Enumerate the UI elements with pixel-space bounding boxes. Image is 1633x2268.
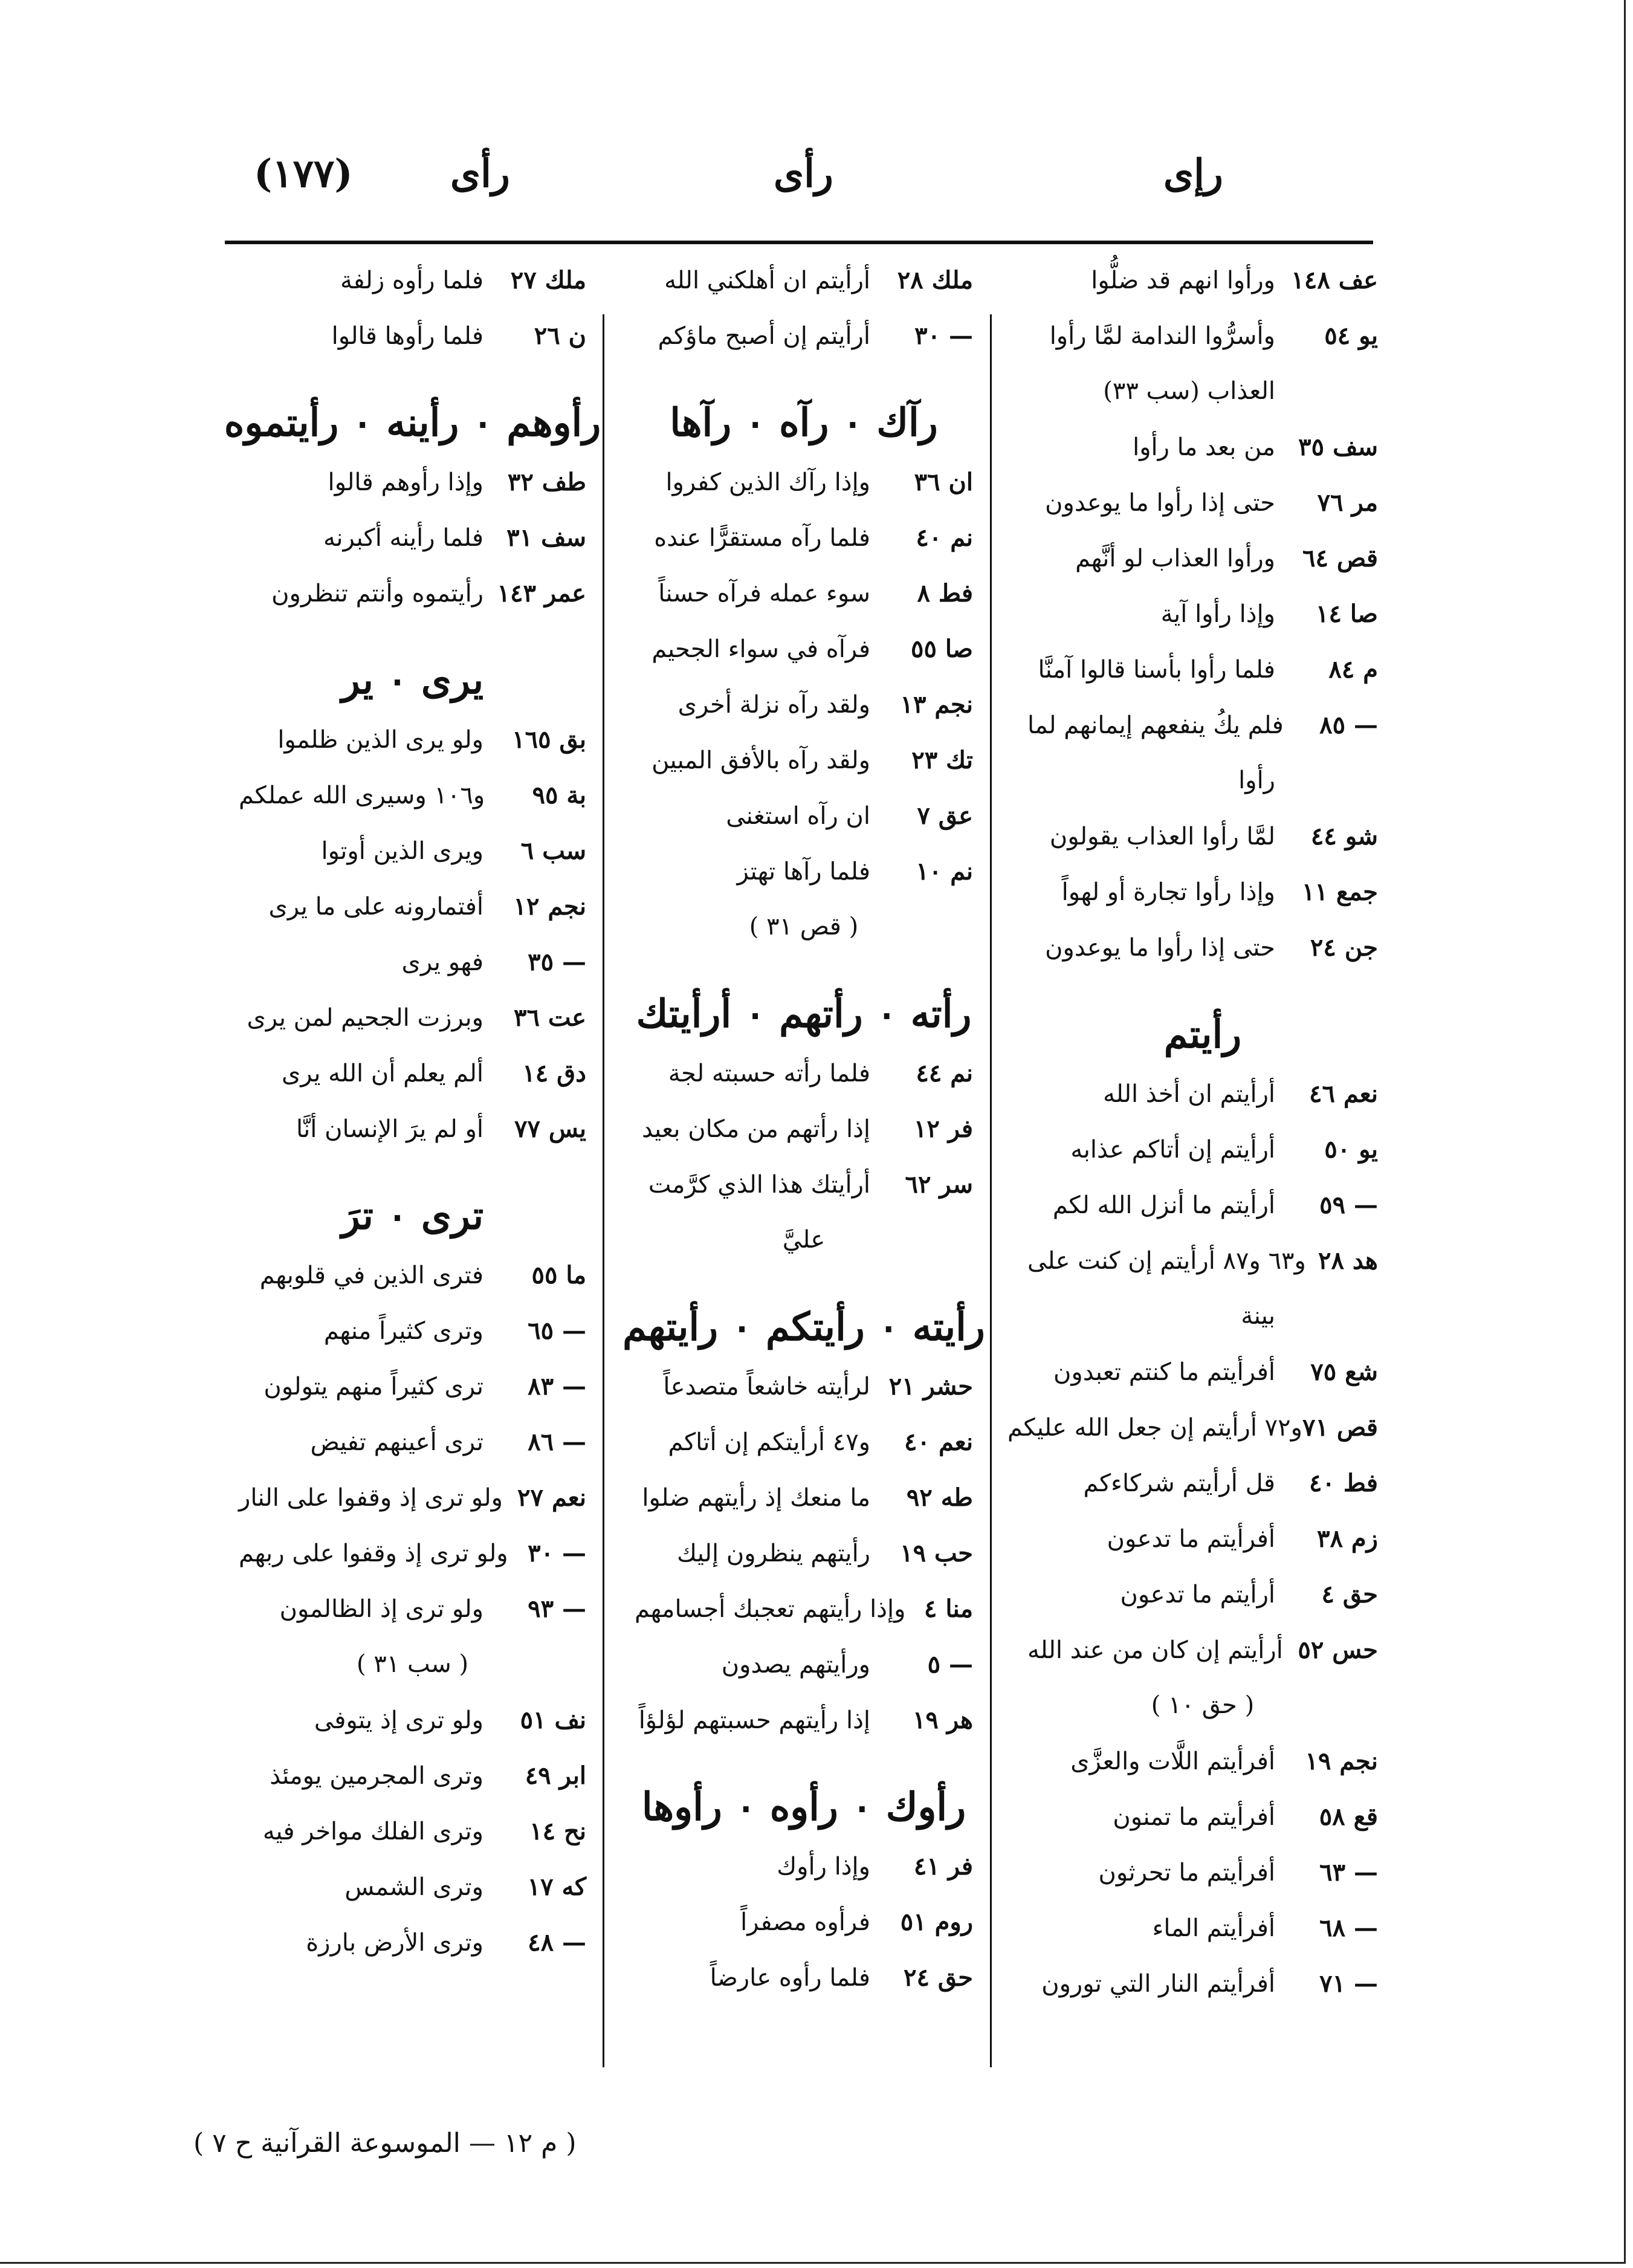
entry-row xyxy=(635,1170,973,1226)
entry-text: وبرزت الجحيم لمن يرى xyxy=(247,1004,483,1032)
entry-text: فلما رأوه زلفة xyxy=(340,267,483,294)
section-heading: ترى ٠ ترَ xyxy=(341,1193,484,1239)
entry-reference: تك ٢٣ xyxy=(911,746,973,774)
entry-reference: مر ٧٦ xyxy=(1317,488,1378,517)
entry-reference: حق ٢٤ xyxy=(904,1963,973,1992)
entry-text: وترى الشمس xyxy=(344,1873,483,1901)
entry-row xyxy=(239,468,586,523)
entry-reference: ن ٢٦ xyxy=(534,322,586,350)
entry-reference: — ٧١ xyxy=(1319,1969,1378,1998)
entry-reference: صا ٥٥ xyxy=(910,635,973,663)
entry-text: ولو ترى إذ يتوفى xyxy=(314,1706,483,1734)
entry-reference: حب ١٩ xyxy=(900,1539,973,1567)
entry-text: وأسرُّوا الندامة لمَّا رأوا xyxy=(1049,322,1275,350)
entry-row xyxy=(239,1372,586,1428)
entry-reference: نجم ١٩ xyxy=(1305,1747,1378,1775)
entry-text: وترى الأرض بارزة xyxy=(306,1929,483,1957)
entry-row xyxy=(1027,1858,1378,1914)
cross-reference: عليَّ xyxy=(782,1226,826,1254)
entry-text: ولو ترى إذ وقفوا على ربهم xyxy=(239,1540,508,1567)
entry-row xyxy=(1027,266,1378,322)
entry-row xyxy=(1027,711,1378,766)
entry-reference: شو ٤٤ xyxy=(1310,822,1378,850)
entry-reference: جمع ١١ xyxy=(1301,878,1378,906)
entry-reference: يو ٥٤ xyxy=(1324,322,1378,350)
entry-text: رأيتموه وأنتم تنظرون xyxy=(271,580,483,608)
entry-row xyxy=(1027,1135,1378,1191)
entry-text: و٧٢ أرأيتم إن جعل الله عليكم xyxy=(1007,1414,1302,1442)
section-heading: رأوهم ٠ رأينه ٠ رأيتموه xyxy=(224,400,601,446)
entry-reference: — ٣٠ xyxy=(914,322,973,350)
entry-row xyxy=(1027,600,1378,655)
entry-reference: — ٣٥ xyxy=(528,948,586,976)
entry-row xyxy=(1027,1914,1378,1969)
entry-row xyxy=(1027,1524,1378,1580)
section-heading: رأيته ٠ رأيتكم ٠ رأيتهم xyxy=(622,1304,985,1350)
entry-text: أفرأيتم النار التي تورون xyxy=(1041,1970,1275,1998)
footer-citation: ( م ١٢ — الموسوعة القرآنية ح ٧ ) xyxy=(193,2128,577,2159)
entry-text: حتى إذا رأوا ما يوعدون xyxy=(1045,934,1275,962)
entry-reference: زم ٣٨ xyxy=(1317,1524,1378,1553)
entry-text: أرأيتم ان أخذ الله xyxy=(1103,1080,1275,1108)
entry-row xyxy=(635,1706,973,1761)
entry-text: ألم يعلم أن الله يرى xyxy=(281,1060,483,1087)
entry-text: ويرى الذين أوتوا xyxy=(321,837,483,865)
entry-reference: يس ٧٧ xyxy=(514,1115,586,1143)
entry-reference: ابر ٤٩ xyxy=(525,1761,586,1790)
entry-row xyxy=(239,1115,586,1170)
entry-text: وإذا رأوك xyxy=(777,1853,870,1881)
entry-reference: — ٥ xyxy=(927,1650,973,1679)
entry-row xyxy=(635,635,973,690)
entry-row xyxy=(1027,933,1378,989)
entry-row xyxy=(1027,1803,1378,1858)
entry-reference: سف ٣٥ xyxy=(1298,433,1378,461)
entry-row xyxy=(239,1261,586,1317)
entry-text: فترى الذين في قلوبهم xyxy=(259,1262,483,1289)
entry-reference: نم ٤٠ xyxy=(916,523,973,552)
entry-text: سوء عمله فرآه حسناً xyxy=(658,580,870,608)
entry-row xyxy=(239,1873,586,1928)
entry-reference: — ٥٩ xyxy=(1319,1191,1378,1219)
entry-reference: — ٨٣ xyxy=(528,1372,586,1401)
entry-row xyxy=(1007,1413,1378,1469)
entry-continuation: رأوا xyxy=(1238,766,1275,794)
entry-text: فلما رأته حسبته لجة xyxy=(668,1060,870,1087)
entry-row xyxy=(635,1595,973,1650)
page-number: (١٧٧) xyxy=(254,151,353,196)
entry-reference: حق ٤ xyxy=(1321,1580,1378,1609)
entry-row xyxy=(239,1059,586,1115)
entry-reference: فر ١٢ xyxy=(913,1115,973,1143)
entry-reference: نعم ٤٠ xyxy=(904,1428,973,1456)
entry-text: أرأيتم ان أهلكني الله xyxy=(664,267,870,294)
entry-text: أرأيتم ما أنزل الله لكم xyxy=(1052,1191,1275,1219)
entry-row xyxy=(239,948,586,1003)
column-divider-left xyxy=(603,314,604,2067)
entry-row xyxy=(1027,433,1378,488)
entry-reference: قص ٧١ xyxy=(1302,1413,1378,1442)
entry-row xyxy=(239,1428,586,1483)
entry-reference: نح ١٤ xyxy=(529,1817,586,1845)
section-heading: رأوك ٠ رأوه ٠ رأوها xyxy=(641,1784,966,1830)
entry-text: أفرأيتم ما تدعون xyxy=(1107,1525,1275,1553)
left-column xyxy=(224,266,601,1984)
entry-row xyxy=(1027,1358,1378,1413)
entry-text: قل أرأيتم شركاءكم xyxy=(1083,1469,1275,1497)
entry-text: لمَّا رأوا العذاب يقولون xyxy=(1049,823,1275,850)
entry-text: و٦٣ و٨٧ أرأيتم إن كنت على xyxy=(1027,1247,1306,1275)
entry-text: ولو يرى الذين ظلموا xyxy=(277,726,483,754)
entry-reference: — ٤٨ xyxy=(528,1928,586,1957)
entry-row xyxy=(1027,488,1378,544)
entry-text: ولو ترى إذ الظالمون xyxy=(279,1595,483,1623)
entry-row xyxy=(635,1428,973,1483)
entry-row xyxy=(635,1852,973,1908)
entry-reference: هد ٢٨ xyxy=(1318,1246,1378,1275)
entry-row xyxy=(239,1539,586,1595)
entry-text: ان رآه استغنى xyxy=(726,802,870,830)
entry-reference: قع ٥٨ xyxy=(1319,1803,1378,1831)
entry-reference: كه ١٧ xyxy=(527,1873,586,1901)
entry-reference: عف ١٤٨ xyxy=(1291,266,1378,294)
entry-text: أفتمارونه على ما يرى xyxy=(268,893,483,921)
entry-reference: سف ٣١ xyxy=(506,523,586,552)
entry-row xyxy=(1027,1747,1378,1803)
entry-row xyxy=(1027,544,1378,600)
entry-reference: — ٦٣ xyxy=(1319,1858,1378,1887)
entry-text: فلما رأوه عارضاً xyxy=(710,1964,870,1992)
entry-row xyxy=(239,1483,586,1539)
entry-row xyxy=(239,322,586,377)
entry-row xyxy=(239,892,586,948)
entry-row xyxy=(635,1115,973,1170)
entry-text: فرآه في سواء الجحيم xyxy=(652,635,870,663)
entry-reference: نعم ٢٧ xyxy=(517,1483,586,1512)
entry-row xyxy=(239,1706,586,1761)
entry-row xyxy=(239,837,586,892)
entry-row xyxy=(239,1595,586,1650)
entry-continuation: بينة xyxy=(1241,1302,1275,1330)
entry-text: حتى إذا رأوا ما يوعدون xyxy=(1045,489,1275,517)
entry-reference: عت ٣٦ xyxy=(513,1003,586,1032)
entry-reference: سر ٦٢ xyxy=(905,1170,973,1199)
header-rule xyxy=(225,241,1373,244)
entry-text: إذا رأتهم من مكان بعيد xyxy=(642,1115,870,1143)
entry-row xyxy=(1027,1969,1378,2025)
entry-text: وإذا رأوا آية xyxy=(1160,600,1275,628)
entry-row xyxy=(1027,1246,1378,1302)
cross-reference: ( سب ٣١ ) xyxy=(356,1650,469,1678)
entry-text: ورأيتهم يصدون xyxy=(721,1651,870,1679)
entry-text: فلم يكُ ينفعهم إيمانهم لما xyxy=(1027,711,1284,739)
entry-row xyxy=(239,579,586,635)
entry-reference: — ٣٠ xyxy=(528,1539,586,1567)
entry-text: وإذا رأيتهم تعجبك أجسامهم xyxy=(635,1595,906,1623)
entry-row xyxy=(1027,1080,1378,1135)
entry-row xyxy=(635,579,973,635)
entry-text: فرأوه مصفراً xyxy=(740,1908,870,1936)
entry-reference: سب ٦ xyxy=(520,837,586,865)
entry-row xyxy=(635,266,973,322)
entry-row xyxy=(635,1650,973,1706)
entry-reference: قص ٦٤ xyxy=(1302,544,1378,572)
entry-reference: — ٦٨ xyxy=(1319,1914,1378,1942)
entry-row xyxy=(635,322,973,377)
entry-row xyxy=(239,1003,586,1059)
entry-reference: هر ١٩ xyxy=(912,1706,973,1734)
entry-row xyxy=(1027,878,1378,933)
entry-text: وترى كثيراً منهم xyxy=(323,1317,483,1345)
entry-text: من بعد ما رأوا xyxy=(1133,433,1275,461)
entry-reference: عمر ١٤٣ xyxy=(497,579,586,608)
entry-reference: نجم ١٢ xyxy=(513,892,586,921)
entry-text: أرأيتم إن أتاكم عذابه xyxy=(1070,1136,1275,1164)
entry-row xyxy=(239,266,586,322)
entry-row xyxy=(635,1963,973,2019)
entry-reference: عق ٧ xyxy=(917,802,973,830)
entry-reference: ان ٣٦ xyxy=(914,468,973,496)
entry-text: أفرأيتم اللَّات والعزَّى xyxy=(1070,1748,1275,1775)
column-divider-right xyxy=(990,314,992,2067)
entry-text: ورأوا العذاب لو أنَّهم xyxy=(1075,545,1275,572)
entry-text: فلما رأوها قالوا xyxy=(331,322,483,350)
entry-reference: — ٨٥ xyxy=(1319,711,1378,739)
entry-text: ولقد رآه نزلة أخرى xyxy=(677,691,870,719)
entry-text: أو لم يرَ الإنسان أنَّا xyxy=(296,1115,483,1143)
entry-reference: نعم ٤٦ xyxy=(1309,1080,1378,1108)
cross-reference: ( حق ١٠ ) xyxy=(1151,1691,1255,1719)
entry-text: وإذا رأوهم قالوا xyxy=(328,468,483,496)
section-heading: رآك ٠ رآه ٠ رآها xyxy=(670,400,938,446)
entry-row xyxy=(239,1761,586,1817)
entry-reference: شع ٧٥ xyxy=(1310,1358,1378,1386)
entry-reference: — ٦٥ xyxy=(528,1317,586,1345)
entry-row xyxy=(1027,655,1378,711)
entry-row xyxy=(239,781,586,837)
entry-text: و٤٧ أرأيتكم إن أتاكم xyxy=(668,1428,870,1456)
entry-text: أرأيتم إن أصبح ماؤكم xyxy=(658,322,870,350)
entry-row xyxy=(635,690,973,746)
entry-row xyxy=(1027,1191,1378,1246)
entry-text: ترى كثيراً منهم يتولون xyxy=(264,1373,483,1401)
entry-reference: ملك ٢٧ xyxy=(510,266,586,294)
entry-text: فلما رأينه أكبرنه xyxy=(323,524,483,552)
entry-text: أرأيتك هذا الذي كرَّمت xyxy=(648,1171,870,1199)
entry-row xyxy=(635,1539,973,1595)
entry-row xyxy=(239,1817,586,1873)
entry-reference: ملك ٢٨ xyxy=(897,266,973,294)
entry-text: إذا رأيتهم حسبتهم لؤلؤاً xyxy=(638,1706,870,1734)
entry-row xyxy=(1027,1580,1378,1636)
entry-reference: حس ٥٢ xyxy=(1298,1636,1378,1664)
entry-reference: روم ٥١ xyxy=(900,1908,973,1936)
entry-row xyxy=(239,1317,586,1372)
entry-reference: بق ١٦٥ xyxy=(512,725,586,754)
entry-text: وإذا رآك الذين كفروا xyxy=(665,468,870,496)
entry-row xyxy=(1027,322,1378,377)
entry-row xyxy=(635,1908,973,1963)
entry-text: ولو ترى إذ وقفوا على النار xyxy=(239,1484,503,1512)
entry-reference: فر ٤١ xyxy=(913,1852,973,1881)
entry-text: ترى أعينهم تفيض xyxy=(310,1428,483,1456)
entry-reference: منا ٤ xyxy=(923,1595,973,1623)
entry-text: أفرأيتم الماء xyxy=(1152,1914,1275,1942)
entry-text: رأيتهم ينظرون إليك xyxy=(677,1540,870,1567)
header-word-left: رأى xyxy=(450,151,510,196)
entry-text: أرأيتم ما تدعون xyxy=(1120,1581,1275,1609)
entry-text: فهو يرى xyxy=(401,948,483,976)
section-heading: رأته ٠ رأتهم ٠ أرأيتك xyxy=(636,991,972,1037)
entry-reference: — ٩٣ xyxy=(528,1595,586,1623)
section-heading: رأيتم xyxy=(1163,1011,1242,1057)
entry-reference: دق ١٤ xyxy=(522,1059,586,1087)
entry-row xyxy=(635,857,973,913)
entry-reference: نم ٤٤ xyxy=(916,1059,973,1087)
entry-row xyxy=(635,1483,973,1539)
entry-row xyxy=(635,1372,973,1428)
entry-text: فلما رأوا بأسنا قالوا آمنَّا xyxy=(1038,656,1275,684)
entry-reference: فط ٨ xyxy=(917,579,973,608)
entry-text: أفرأيتم ما كنتم تعبدون xyxy=(1053,1358,1275,1386)
entry-row xyxy=(635,1059,973,1115)
entry-reference: — ٨٦ xyxy=(528,1428,586,1456)
entry-reference: يو ٥٠ xyxy=(1324,1135,1378,1164)
entry-text: ورأوا انهم قد ضلُّوا xyxy=(1091,267,1275,294)
entry-text: ما منعك إذ رأيتهم ضلوا xyxy=(642,1484,870,1512)
entry-text: وترى الفلك مواخر فيه xyxy=(262,1818,483,1845)
entry-row xyxy=(239,523,586,579)
middle-column xyxy=(622,266,985,2019)
entry-row xyxy=(635,523,973,579)
header-word-right: رإى xyxy=(1163,151,1223,196)
entry-reference: طه ٩٢ xyxy=(906,1483,973,1512)
entry-text: وإذا رأوا تجارة أو لهواً xyxy=(1061,878,1275,906)
header-word-center: رأى xyxy=(774,151,833,196)
entry-text: فلما رآه مستقرًّا عنده xyxy=(654,524,870,552)
entry-reference: صا ١٤ xyxy=(1315,600,1378,628)
entry-reference: ما ٥٥ xyxy=(531,1261,586,1289)
cross-reference: ( قص ٣١ ) xyxy=(749,913,859,941)
entry-row xyxy=(239,1928,586,1984)
entry-row xyxy=(635,802,973,857)
entry-text: أفرأيتم ما تمنون xyxy=(1113,1803,1275,1831)
section-heading: يرى ٠ ير xyxy=(341,657,484,703)
entry-reference: م ٨٤ xyxy=(1328,655,1378,684)
entry-reference: فط ٤٠ xyxy=(1309,1469,1378,1497)
entry-reference: بة ٩٥ xyxy=(532,781,586,809)
entry-reference: نم ١٠ xyxy=(916,857,973,886)
entry-row xyxy=(635,468,973,523)
entry-reference: طف ٣٢ xyxy=(507,468,586,496)
entry-text: وترى المجرمين يومئذ xyxy=(270,1762,483,1790)
entry-reference: نف ٥١ xyxy=(520,1706,586,1734)
entry-row xyxy=(1027,822,1378,878)
entry-reference: جن ٢٤ xyxy=(1310,933,1378,962)
entry-text: فلما رآها تهتز xyxy=(737,858,870,886)
right-column xyxy=(1007,266,1378,2025)
entry-text: ولقد رآه بالأفق المبين xyxy=(652,747,870,774)
entry-row xyxy=(1027,1469,1378,1524)
entry-row xyxy=(1027,1636,1378,1691)
entry-text: و١٠٦ وسيرى الله عملكم xyxy=(239,782,485,809)
entry-row xyxy=(239,725,586,781)
entry-row xyxy=(635,746,973,802)
entry-text: لرأيته خاشعاً متصدعاً xyxy=(663,1373,870,1401)
entry-reference: نجم ١٣ xyxy=(900,690,973,719)
entry-continuation: العذاب (سب ٣٣) xyxy=(1103,377,1275,405)
entry-text: أرأيتم إن كان من عند الله xyxy=(1027,1636,1283,1664)
entry-reference: حشر ٢١ xyxy=(888,1372,973,1401)
entry-text: أفرأيتم ما تحرثون xyxy=(1098,1859,1275,1887)
